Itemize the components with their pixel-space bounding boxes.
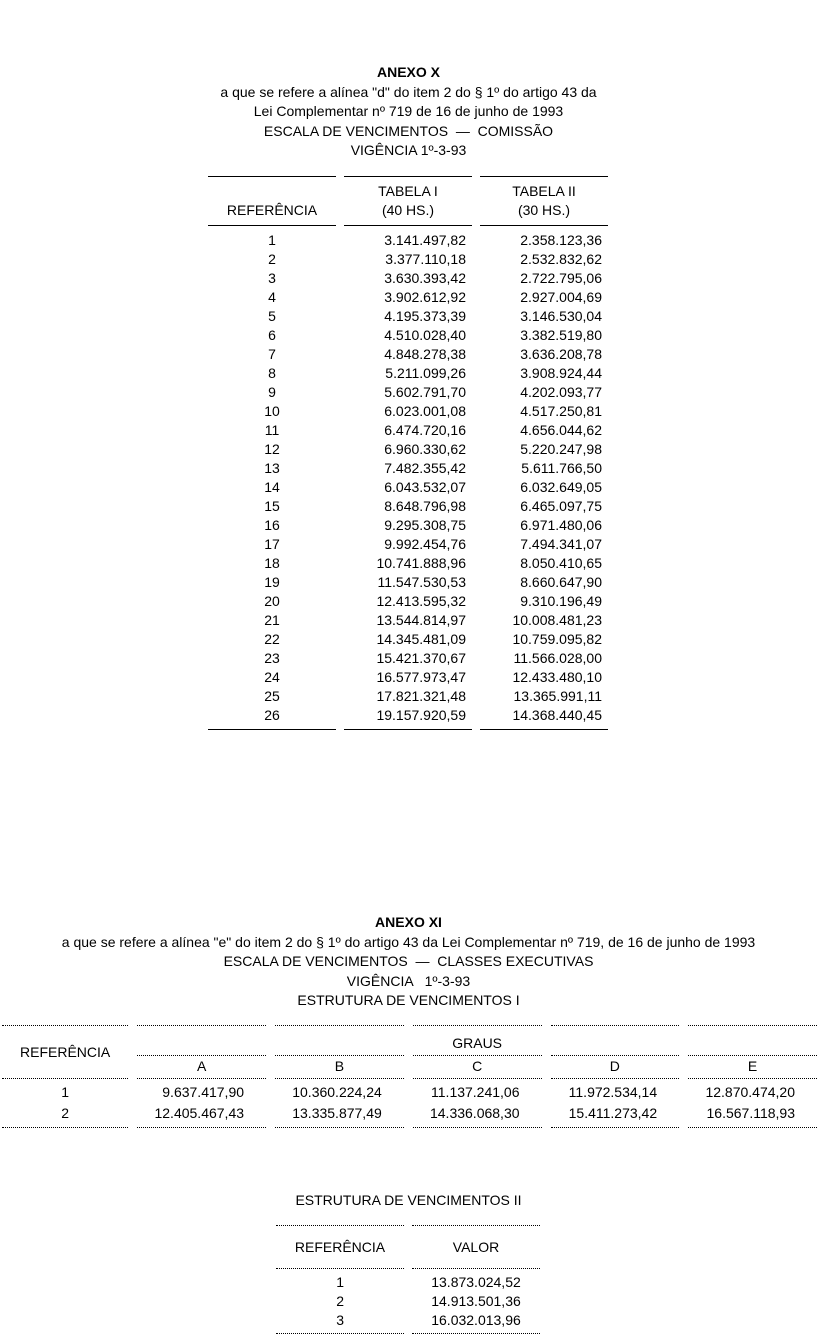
- referencia-cell: 2: [336, 1293, 344, 1309]
- table-row: [2, 1103, 817, 1128]
- anexo-xi-line: ESCALA DE VENCIMENTOS — CLASSES EXECUTIVAS: [223, 953, 594, 969]
- header-grau-c: C: [413, 1055, 542, 1079]
- table-row: [208, 687, 608, 706]
- tabela-2-cell: 3.382.519,80: [520, 327, 602, 343]
- header-referencia: [276, 1225, 404, 1269]
- referencia-cell: 1: [268, 232, 276, 248]
- table-row: [208, 516, 608, 535]
- anexo-x-title: ANEXO X: [376, 64, 440, 80]
- tabela-2-cell: 4.517.250,81: [520, 403, 602, 419]
- tabela-1-cell: 6.043.532,07: [384, 479, 466, 495]
- grau-value-cell: 14.336.068,30: [413, 1103, 542, 1128]
- table-row: [208, 611, 608, 630]
- tabela-1-cell: 15.421.370,67: [376, 650, 466, 666]
- tabela-1-cell: 3.630.393,42: [384, 270, 466, 286]
- table-row: [208, 421, 608, 440]
- tabela-1-cell: 6.023.001,08: [384, 403, 466, 419]
- estrutura-i-header: [2, 1025, 817, 1079]
- tabela-2-cell: 12.433.480,10: [512, 669, 602, 685]
- grau-value-cell: 12.405.467,43: [137, 1103, 266, 1128]
- tabela-2-cell: 4.202.093,77: [520, 384, 602, 400]
- table-row: [208, 497, 608, 516]
- referencia-cell: 9: [268, 384, 276, 400]
- header-referencia-label: REFERÊNCIA: [226, 202, 318, 218]
- tabela-2-cell: 5.220.247,98: [520, 441, 602, 457]
- tabela-2-cell: 8.050.410,65: [520, 555, 602, 571]
- referencia-cell: 5: [268, 308, 276, 324]
- tabela-2-cell: 10.759.095,82: [512, 631, 602, 647]
- anexo-x-line: ESCALA DE VENCIMENTOS — COMISSÃO: [263, 122, 554, 139]
- referencia-cell: 15: [264, 498, 280, 514]
- anexo-x-line: a que se refere a alínea "d" do item 2 do § 1º do artigo 43 da: [220, 83, 597, 100]
- estrutura-i-grid: [2, 1025, 817, 1128]
- anexo-xi-header: [0, 913, 817, 1011]
- referencia-cell: 3: [276, 1311, 404, 1334]
- estrutura-ii-table: [276, 1225, 540, 1334]
- referencia-cell: 6: [268, 327, 276, 343]
- tabela-1-cell: 6.474.720,16: [384, 422, 466, 438]
- tabela-2-cell: 3.908.924,44: [520, 365, 602, 381]
- tabela-1-cell: 8.648.796,98: [384, 498, 466, 514]
- valor-cell: 14.913.501,36: [431, 1293, 521, 1309]
- grau-value-cell: 16.567.118,93: [688, 1103, 817, 1128]
- table-row: [208, 706, 608, 729]
- tabela-1-cell: 19.157.920,59: [376, 707, 466, 723]
- estrutura-ii-body: [276, 1269, 540, 1334]
- tabela-2-cell: 6.971.480,06: [520, 517, 602, 533]
- referencia-cell: 12: [264, 441, 280, 457]
- anexo-xi-line: VIGÊNCIA 1º-3-93: [346, 972, 471, 989]
- valor-cell: 16.032.013,96: [412, 1311, 540, 1334]
- table-row: [208, 307, 608, 326]
- header-grau-d: D: [551, 1055, 680, 1079]
- referencia-cell: 1: [336, 1274, 344, 1290]
- referencia-cell: 2: [268, 251, 276, 267]
- tabela-1-cell: 5.602.791,70: [384, 384, 466, 400]
- table-row: [208, 250, 608, 269]
- grau-value-cell: 11.972.534,14: [568, 1084, 658, 1100]
- referencia-cell: 18: [264, 555, 280, 571]
- tabela-1-cell: 3.902.612,92: [384, 289, 466, 305]
- table-row: [208, 326, 608, 345]
- referencia-cell: 19: [264, 574, 280, 590]
- anexo-x-header: [0, 63, 817, 161]
- tabela-1-cell: 17.821.321,48: [376, 688, 466, 704]
- tabela-1-cell: 13.544.814,97: [376, 612, 466, 628]
- table-row: [208, 649, 608, 668]
- tabela-1-cell: 16.577.973,47: [376, 669, 466, 685]
- tabela-2-cell: 6.032.649,05: [520, 479, 602, 495]
- referencia-cell: 7: [268, 346, 276, 362]
- estrutura-ii-title: ESTRUTURA DE VENCIMENTOS II: [295, 1192, 522, 1208]
- referencia-cell: 10: [264, 403, 280, 419]
- header-grau-a: A: [137, 1055, 266, 1079]
- grau-value-cell: 9.637.417,90: [162, 1084, 245, 1100]
- table-row: [208, 573, 608, 592]
- table-row: [208, 345, 608, 364]
- header-tabela-2-line2: (30 HS.): [517, 202, 571, 218]
- anexo-x-table: [208, 176, 608, 730]
- anexo-x-table-body: [208, 226, 608, 729]
- header-valor-label: VALOR: [452, 1238, 500, 1255]
- tabela-2-cell: 10.008.481,23: [512, 612, 602, 628]
- tabela-2-cell: 9.310.196,49: [520, 593, 602, 609]
- referencia-cell: 22: [264, 631, 280, 647]
- table-row: [276, 1269, 540, 1292]
- referencia-cell: 24: [264, 669, 280, 685]
- anexo-x-line: VIGÊNCIA 1º-3-93: [350, 142, 467, 158]
- referencia-cell: 3: [268, 270, 276, 286]
- table-row: [2, 1079, 817, 1103]
- tabela-1-cell: 4.195.373,39: [384, 308, 466, 324]
- table-row: [208, 535, 608, 554]
- grau-value-cell: 12.870.474,20: [705, 1084, 795, 1100]
- tabela-2-cell: 6.465.097,75: [520, 498, 602, 514]
- estrutura-i-body: [2, 1079, 817, 1128]
- grau-value-cell: 11.137.241,06: [431, 1084, 520, 1100]
- header-referencia: [208, 176, 336, 226]
- tabela-1-cell: 9.295.308,75: [384, 517, 466, 533]
- referencia-cell: 13: [264, 460, 280, 476]
- table-row: [276, 1292, 540, 1311]
- header-referencia-label: REFERÊNCIA: [294, 1238, 386, 1255]
- referencia-cell: 1: [61, 1084, 70, 1100]
- tabela-2-cell: 7.494.341,07: [520, 536, 602, 552]
- referencia-cell: 16: [264, 517, 280, 533]
- tabela-2-cell: 2.532.832,62: [520, 251, 602, 267]
- referencia-cell: 17: [264, 536, 280, 552]
- tabela-1-cell: 9.992.454,76: [384, 536, 466, 552]
- referencia-cell: 11: [264, 422, 280, 438]
- table-row: [208, 630, 608, 649]
- referencia-cell: 4: [268, 289, 276, 305]
- tabela-2-cell: 8.660.647,90: [520, 574, 602, 590]
- table-row: [208, 288, 608, 307]
- valor-cell: 13.873.024,52: [431, 1274, 521, 1290]
- header-tabela-1-line2: (40 HS.): [381, 202, 435, 218]
- referencia-cell: 26: [264, 707, 280, 723]
- tabela-2-cell: 11.566.028,00: [513, 650, 602, 666]
- table-row: [276, 1311, 540, 1334]
- referencia-cell: 23: [264, 650, 280, 666]
- grau-value-cell: 15.411.273,42: [551, 1103, 680, 1128]
- table-row: [208, 226, 608, 250]
- grau-value-cell: 13.335.877,49: [275, 1103, 404, 1128]
- table-row: [208, 364, 608, 383]
- table-row: [208, 402, 608, 421]
- tabela-1-cell: 14.345.481,09: [376, 631, 466, 647]
- tabela-2-cell: 3.636.208,78: [520, 346, 602, 362]
- table-row: [208, 383, 608, 402]
- tabela-2-cell: 2.927.004,69: [520, 289, 602, 305]
- tabela-1-cell: 10.741.888,96: [376, 555, 466, 571]
- anexo-xi-title: ANEXO XI: [375, 914, 442, 930]
- table-row: [208, 554, 608, 573]
- tabela-1-cell: 7.482.355,42: [384, 460, 466, 476]
- header-tabela-1: [344, 176, 472, 226]
- table-row: [208, 269, 608, 288]
- referencia-cell: 25: [264, 688, 280, 704]
- referencia-cell: 8: [268, 365, 276, 381]
- header-tabela-1-line1: TABELA I: [378, 183, 438, 199]
- referencia-cell: 14: [264, 479, 280, 495]
- anexo-xi-line: a que se refere a alínea "e" do item 2 do § 1º do artigo 43 da Lei Complementar nº 719, de 16 de junho de 1993: [61, 933, 756, 950]
- tabela-1-cell: 3.141.497,82: [384, 232, 466, 248]
- table-row: [208, 592, 608, 611]
- tabela-2-cell: 2.722.795,06: [520, 270, 602, 286]
- tabela-1-cell: 4.510.028,40: [384, 327, 466, 343]
- tabela-1-cell: 12.413.595,32: [376, 593, 466, 609]
- referencia-cell: 2: [2, 1103, 128, 1128]
- tabela-2-cell: 14.368.440,45: [512, 707, 602, 723]
- header-grau-e: E: [688, 1055, 817, 1079]
- header-tabela-2: [480, 176, 608, 226]
- tabela-1-cell: 3.377.110,18: [385, 251, 466, 267]
- header-grau-b: B: [275, 1055, 404, 1079]
- tabela-2-cell: 3.146.530,04: [520, 308, 602, 324]
- referencia-cell: 21: [264, 612, 280, 628]
- tabela-1-cell: 4.848.278,38: [384, 346, 466, 362]
- tabela-2-cell: 4.656.044,62: [520, 422, 602, 438]
- tabela-1-cell: 6.960.330,62: [384, 441, 466, 457]
- header-tabela-2-line1: TABELA II: [512, 183, 576, 199]
- tabela-2-cell: 2.358.123,36: [520, 232, 602, 248]
- anexo-xi-line: ESTRUTURA DE VENCIMENTOS I: [297, 992, 520, 1008]
- table-row: [208, 668, 608, 687]
- table-row: [208, 478, 608, 497]
- header-graus: GRAUS: [452, 1035, 503, 1051]
- tabela-1-cell: 11.547.530,53: [377, 574, 466, 590]
- table-row: [208, 459, 608, 478]
- referencia-cell: 20: [264, 593, 280, 609]
- tabela-2-cell: 13.365.991,11: [513, 688, 602, 704]
- header-referencia: REFERÊNCIA: [2, 1025, 128, 1079]
- tabela-2-cell: 5.611.766,50: [521, 460, 602, 476]
- table-row: [208, 440, 608, 459]
- grau-value-cell: 10.360.224,24: [292, 1084, 382, 1100]
- header-valor: [412, 1225, 540, 1269]
- anexo-x-line: Lei Complementar nº 719 de 16 de junho de 1993: [253, 103, 564, 119]
- tabela-1-cell: 5.211.099,26: [385, 365, 466, 381]
